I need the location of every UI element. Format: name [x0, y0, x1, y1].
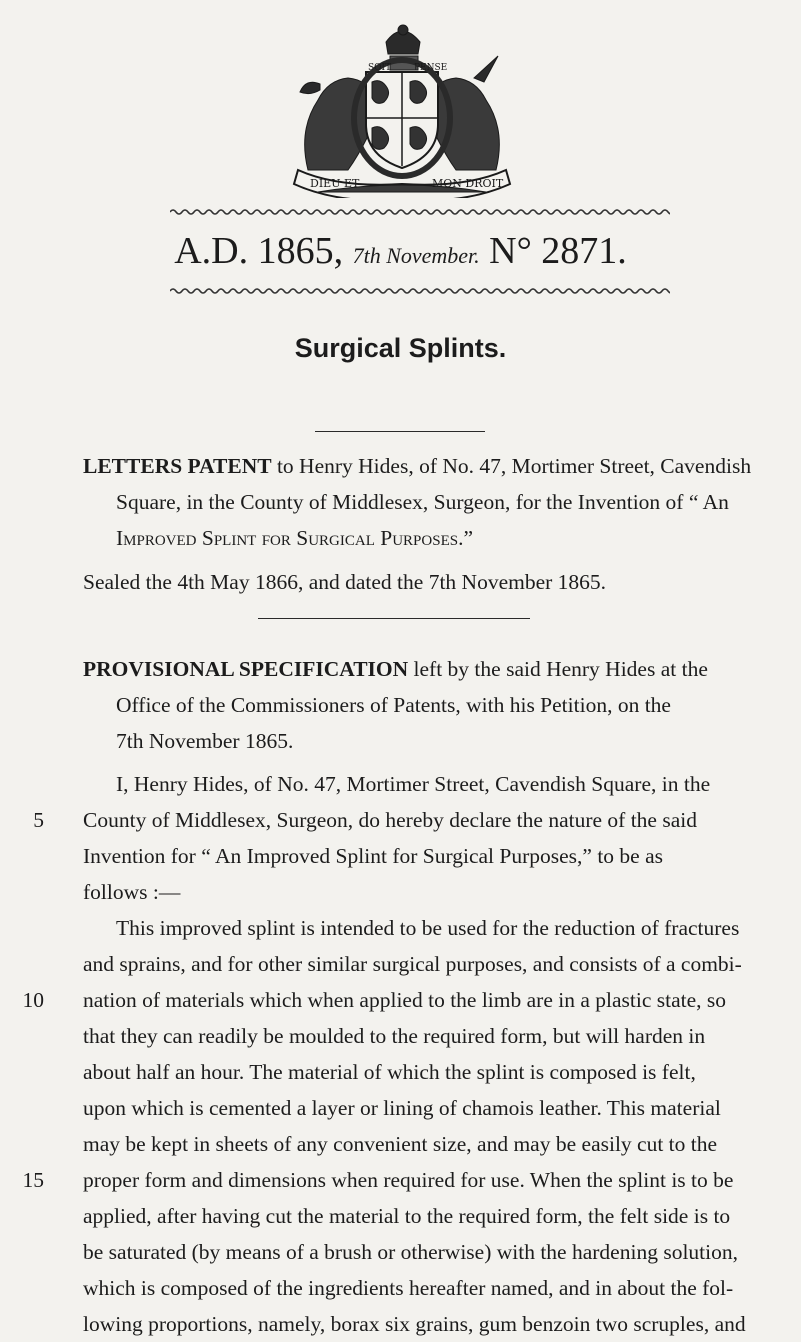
body-line: nation of materials which when applied to the limb are in a plastic state, so: [83, 988, 727, 1012]
body-line: may be kept in sheets of any convenient size, and may be easily cut to the: [83, 1132, 718, 1156]
body-line: Invention for “ An Improved Splint for Surgical Purposes,” to be as: [83, 844, 664, 868]
body-line: and sprains, and for other similar surgical purposes, and consists of a combi-: [83, 952, 742, 976]
header-year: 1865,: [257, 230, 344, 272]
margin-line-number: 5: [33, 808, 44, 832]
body-line: that they can readily be moulded to the required form, but will harden in: [83, 1024, 706, 1048]
motto-text-left: DIEU ET: [310, 177, 360, 190]
provisional-lead: PROVISIONAL SPECIFICATION: [83, 657, 409, 681]
divider-rule: [258, 618, 530, 619]
body-line: be saturated (by means of a brush or otherwise) with the hardening solution,: [83, 1240, 738, 1264]
garter-text-right: PENSE: [414, 63, 448, 73]
wavy-rule-bottom: [170, 286, 670, 296]
body-line: which is composed of the ingredients hereafter named, and in about the fol-: [83, 1276, 734, 1300]
body-line: lowing proportions, namely, borax six grains, gum benzoin two scruples, and: [83, 1312, 746, 1336]
divider-rule: [315, 431, 485, 432]
body-line: applied, after having cut the material to the required form, the felt side is to: [83, 1204, 731, 1228]
motto-text-right: MON DROIT: [432, 177, 504, 190]
body-line: County of Middlesex, Surgeon, do hereby declare the nature of the said: [83, 808, 697, 832]
document-title: Surgical Splints.: [294, 333, 507, 363]
garter-text-left: SOIT: [368, 63, 392, 73]
provisional-line-3: 7th November 1865.: [116, 729, 294, 753]
provisional-text: left by the said Henry Hides at the: [408, 657, 708, 681]
body-line: about half an hour. The material of which the splint is composed is felt,: [83, 1060, 696, 1084]
royal-arms-emblem: [268, 20, 536, 198]
header-date: 7th November.: [352, 243, 480, 268]
margin-line-number: 15: [22, 1168, 44, 1192]
letters-patent-line-1: [83, 448, 751, 484]
provisional-line-2: Office of the Commissioners of Patents, with his Petition, on the: [116, 693, 671, 717]
body-line: proper form and dimensions when required for use. When the splint is to be: [83, 1168, 734, 1192]
patent-header: [0, 226, 801, 281]
body-line: upon which is cemented a layer or lining of chamois leather. This material: [83, 1096, 721, 1120]
provisional-line-1: [83, 651, 708, 687]
letters-patent-lead: LETTERS PATENT: [83, 454, 272, 478]
body-line: I, Henry Hides, of No. 47, Mortimer Street, Cavendish Square, in the: [116, 772, 711, 796]
wavy-rule-top: [170, 207, 670, 217]
header-prefix: A.D.: [174, 230, 249, 272]
body-line: This improved splint is intended to be used for the reduction of fractures: [116, 916, 740, 940]
body-line: follows :—: [83, 880, 181, 904]
sealed-line: Sealed the 4th May 1866, and dated the 7th November 1865.: [83, 570, 607, 594]
letters-patent-line-3: Improved Splint for Surgical Purposes.”: [116, 526, 473, 550]
letters-patent-line-2: Square, in the County of Middlesex, Surgeon, for the Invention of “ An: [116, 490, 729, 514]
letters-patent-text: to Henry Hides, of No. 47, Mortimer Street, Cavendish: [271, 454, 752, 478]
margin-line-number: 10: [22, 988, 44, 1012]
patent-number: N° 2871.: [489, 230, 627, 272]
